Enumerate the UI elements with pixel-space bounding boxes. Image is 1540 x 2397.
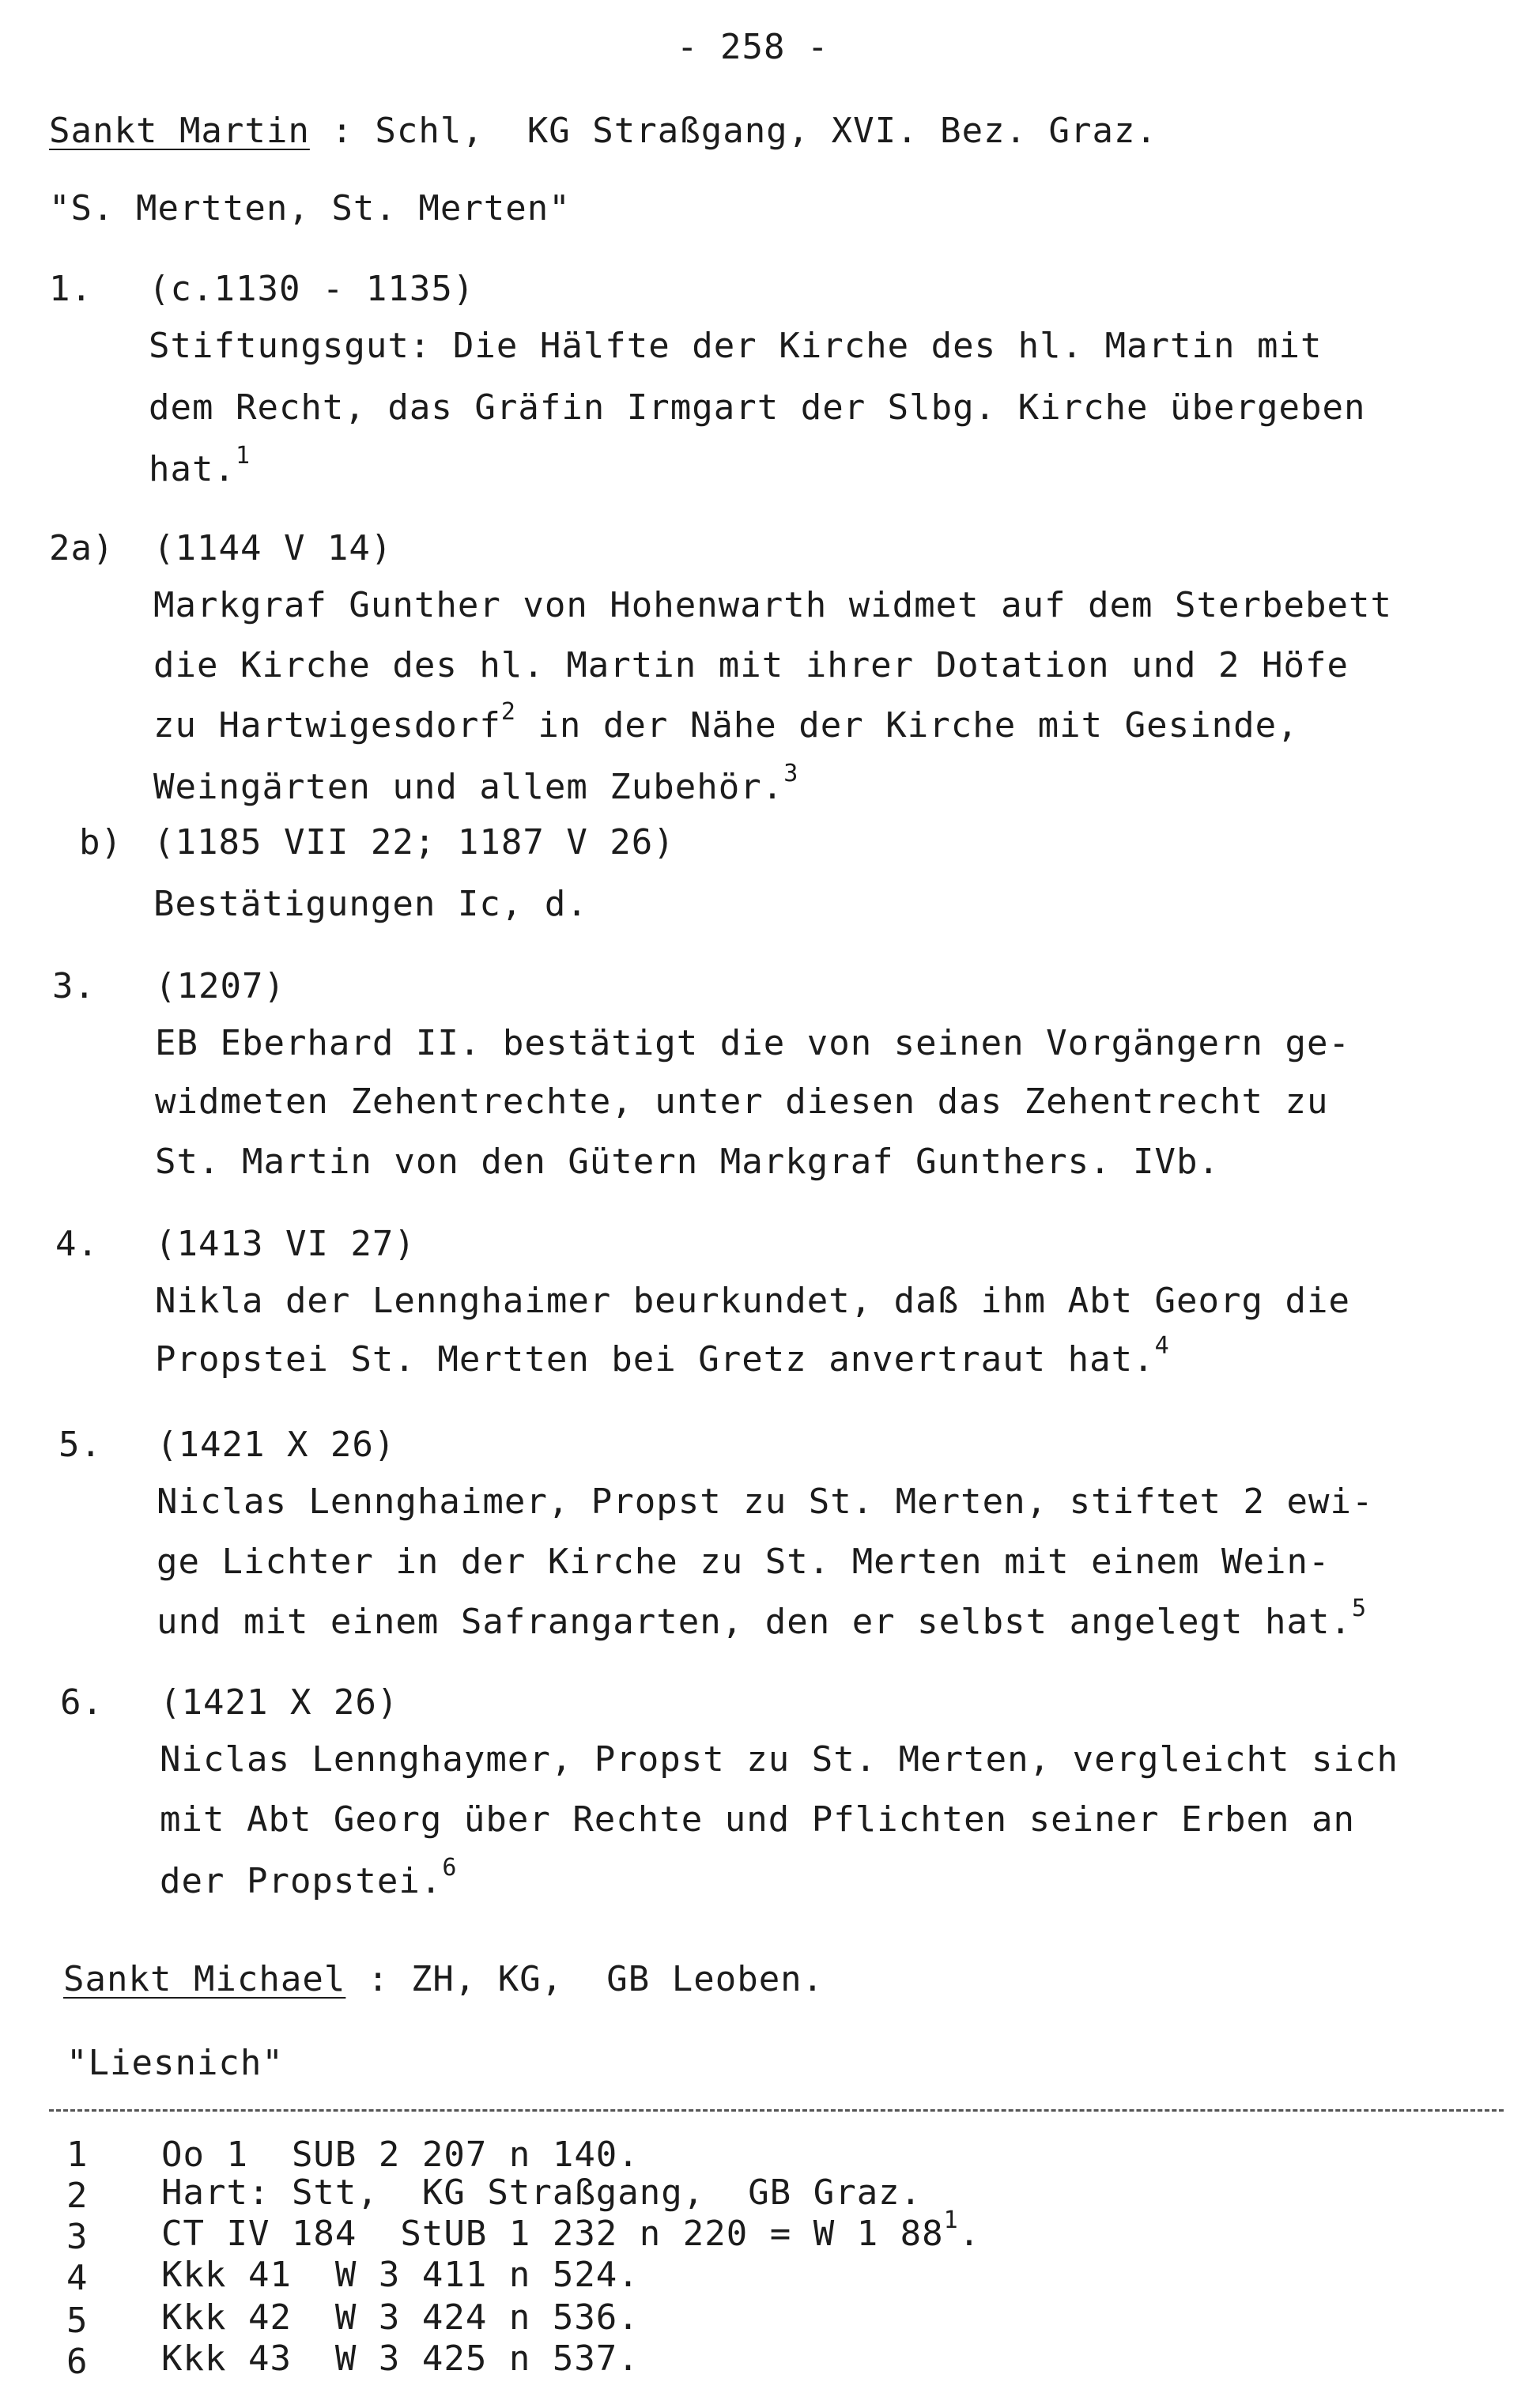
- entry-number: 3.: [52, 966, 96, 1006]
- entry-text-line: Propstei St. Mertten bei Gretz anvertraut hat.$^4$: [155, 1332, 1170, 1380]
- entry-text-line: Niclas Lennghaimer, Propst zu St. Merten, stiftet 2 ewi-: [157, 1482, 1374, 1522]
- entry-number: 5.: [59, 1425, 102, 1465]
- footnote-text: Kkk 41 W 3 411 n 524.: [161, 2255, 640, 2295]
- entry-heading-martin: [49, 111, 1157, 151]
- entry-number: 6.: [60, 1682, 104, 1723]
- entry-text-line: hat.$^1$: [149, 442, 251, 489]
- entry-date: (1413 VI 27): [155, 1224, 416, 1264]
- footnote-number: 5: [66, 2301, 89, 2341]
- place-classification: : ZH, KG, GB Leoben.: [345, 1959, 825, 1999]
- entry-date: (1207): [155, 966, 285, 1006]
- footnote-text: Hart: Stt, KG Straßgang, GB Graz.: [161, 2172, 923, 2213]
- entry-text-line: zu Hartwigesdorf$^2$ in der Nähe der Kirche mit Gesinde,: [153, 698, 1299, 746]
- footnote-number: 4: [66, 2258, 89, 2298]
- place-name: Sankt Martin: [49, 111, 310, 151]
- entry-text-line: der Propstei.$^6$: [160, 1854, 458, 1901]
- entry-date: (1421 X 26): [160, 1682, 399, 1723]
- entry-number: 2a): [49, 528, 115, 568]
- footnote-text: CT IV 184 StUB 1 232 n 220 = W 1 88$^1$.: [161, 2206, 981, 2254]
- footnote-ref: 1: [943, 2206, 959, 2235]
- footnote-text: Oo 1 SUB 2 207 n 140.: [161, 2135, 640, 2175]
- entry-text-line: Markgraf Gunther von Hohenwarth widmet auf dem Sterbebett: [153, 585, 1392, 625]
- place-name: Sankt Michael: [63, 1959, 346, 1999]
- name-variants: "Liesnich": [66, 2043, 284, 2083]
- entry-number: b): [79, 822, 123, 863]
- name-variants: "S. Mertten, St. Merten": [49, 188, 571, 228]
- footnote-ref: 1: [235, 442, 251, 470]
- footnote-ref: 3: [783, 760, 799, 788]
- entry-number: 4.: [55, 1224, 99, 1264]
- footnote-separator: [49, 2109, 1504, 2112]
- entry-text-line: St. Martin von den Gütern Markgraf Gunthers. IVb.: [155, 1142, 1221, 1182]
- entry-text-line: widmeten Zehentrechte, unter diesen das Zehentrecht zu: [155, 1081, 1329, 1122]
- entry-text-line: Bestätigungen Ic, d.: [153, 884, 588, 924]
- entry-text-line: Nikla der Lennghaimer beurkundet, daß ihm Abt Georg die: [155, 1281, 1350, 1321]
- entry-text-line: dem Recht, das Gräfin Irmgart der Slbg. Kirche übergeben: [149, 387, 1366, 428]
- entry-heading-michael: [63, 1959, 824, 1999]
- entry-text-line: und mit einem Safrangarten, den er selbst angelegt hat.$^5$: [157, 1595, 1368, 1642]
- entry-text-line: ge Lichter in der Kirche zu St. Merten mit einem Wein-: [157, 1542, 1331, 1582]
- entry-date: (1421 X 26): [157, 1425, 396, 1465]
- entry-date: (c.1130 - 1135): [149, 269, 475, 309]
- footnote-number: 2: [66, 2176, 89, 2216]
- footnote-number: 1: [66, 2135, 89, 2175]
- entry-text-line: Weingärten und allem Zubehör.$^3$: [153, 760, 799, 807]
- footnote-ref: 6: [442, 1854, 458, 1882]
- entry-text-line: die Kirche des hl. Martin mit ihrer Dotation und 2 Höfe: [153, 645, 1349, 685]
- entry-date: (1185 VII 22; 1187 V 26): [153, 822, 675, 863]
- entry-number: 1.: [49, 269, 92, 309]
- footnote-ref: 5: [1351, 1595, 1368, 1623]
- footnote-number: 6: [66, 2342, 89, 2382]
- entry-text-line: EB Eberhard II. bestätigt die von seinen Vorgängern ge-: [155, 1023, 1350, 1063]
- entry-text-line: Niclas Lennghaymer, Propst zu St. Merten, vergleicht sich: [160, 1739, 1398, 1780]
- place-classification: : Schl, KG Straßgang, XVI. Bez. Graz.: [309, 111, 1158, 151]
- entry-text-line: mit Abt Georg über Rechte und Pflichten seiner Erben an: [160, 1799, 1355, 1840]
- footnote-number: 3: [66, 2217, 89, 2257]
- entry-text-line: Stiftungsgut: Die Hälfte der Kirche des hl. Martin mit: [149, 326, 1323, 366]
- footnote-text: Kkk 42 W 3 424 n 536.: [161, 2297, 640, 2338]
- footnote-ref: 4: [1154, 1332, 1170, 1361]
- footnote-ref: 2: [500, 698, 516, 727]
- page-number: - 258 -: [677, 27, 829, 67]
- entry-date: (1144 V 14): [153, 528, 393, 568]
- footnote-text: Kkk 43 W 3 425 n 537.: [161, 2338, 640, 2379]
